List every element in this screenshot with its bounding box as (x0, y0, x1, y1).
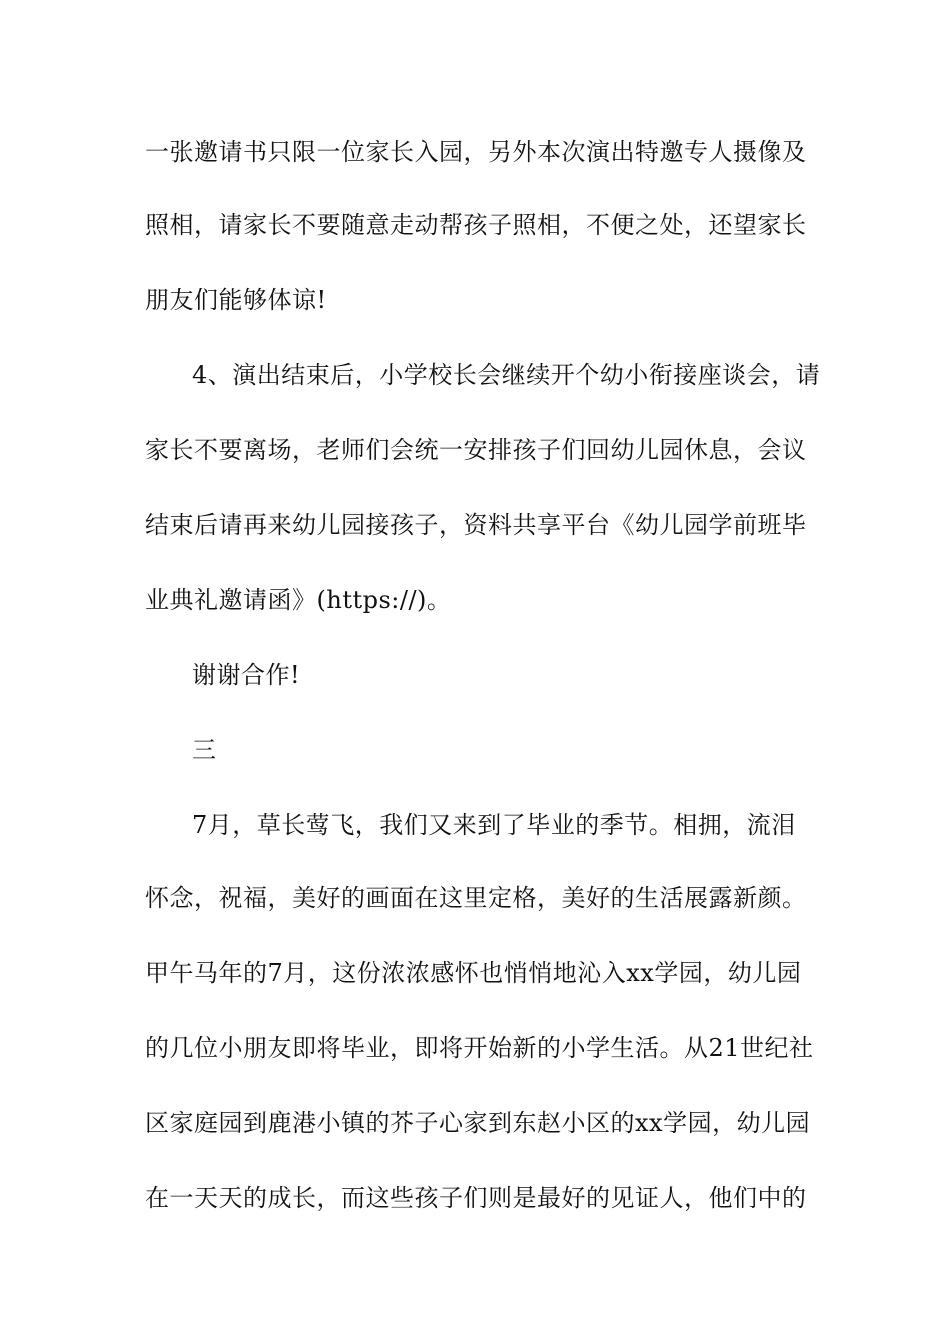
text-line: 在一天天的成长，而这些孩子们则是最好的见证人，他们中的 (145, 1184, 807, 1212)
text-line: 结束后请再来幼儿园接孩子，资料共享平台《幼儿园学前班毕 (145, 511, 807, 539)
text-line: 朋友们能够体谅! (145, 286, 327, 314)
text-line: 区家庭园到鹿港小镇的芥子心家到东赵小区的xx学园，幼儿园 (145, 1109, 811, 1137)
text-line: 家长不要离场，老师们会统一安排孩子们回幼儿园休息，会议 (145, 436, 807, 464)
text-line: 的几位小朋友即将毕业，即将开始新的小学生活。从21世纪社 (145, 1034, 814, 1062)
text-line: 业典礼邀请函》(https://)。 (145, 586, 452, 614)
section-heading: 三 (192, 736, 217, 764)
text-line: 一张邀请书只限一位家长入园，另外本次演出特邀专人摄像及 (145, 138, 807, 166)
text-line: 甲午马年的7月，这份浓浓感怀也悄悄地沁入xx学园，幼儿园 (145, 959, 802, 987)
text-line: 谢谢合作! (192, 661, 301, 689)
text-line: 4、演出结束后，小学校长会继续开个幼小衔接座谈会，请 (192, 361, 821, 389)
text-line: 怀念，祝福，美好的画面在这里定格，美好的生活展露新颜。 (145, 884, 807, 912)
text-line: 7月，草长莺飞，我们又来到了毕业的季节。相拥，流泪 (192, 811, 796, 839)
text-line: 照相，请家长不要随意走动帮孩子照相，不便之处，还望家长 (145, 211, 807, 239)
